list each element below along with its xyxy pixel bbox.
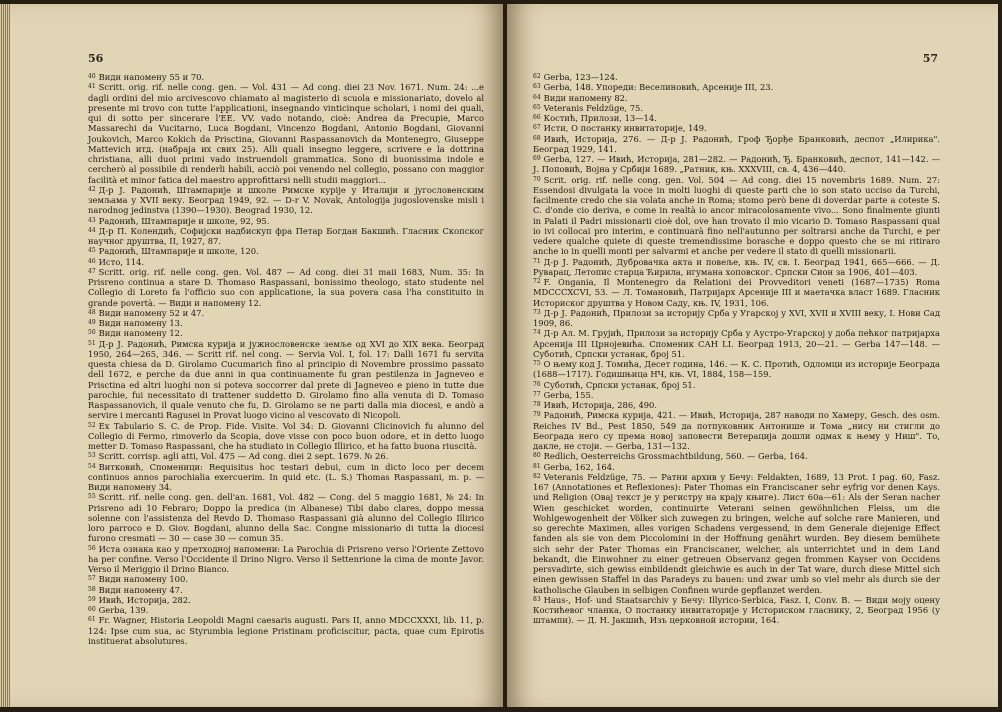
footnote-text: Види напомену 55 и 70. [98, 72, 205, 82]
footnote-number: 77 [533, 390, 541, 398]
footnote-number: 83 [533, 595, 541, 603]
footnote-text: Redlich, Oesterreichs Grossmachtbildung, 560. — Gerba, 164. [543, 451, 808, 462]
footnotes-column [88, 72, 484, 646]
footnote [88, 257, 484, 267]
footnote-text: Види напомену 47. [98, 584, 183, 595]
footnote [88, 226, 484, 247]
footnote [88, 308, 484, 318]
footnote [533, 82, 940, 92]
footnote [533, 113, 940, 123]
footnote [88, 462, 484, 493]
footnote [533, 257, 940, 278]
footnote [533, 451, 940, 461]
footnote-number: 69 [533, 155, 541, 162]
footnote-text: Scritt. rif. nelle cong. gen. dell'an. 1681, Vol. 482 — Cong. del 5 maggio 1681, № 24: In Prisreno adi 10 Febraro; Doppo la predica (in Albanese) Tibi dabo clares, doppo messa solenne con l'assistenza del Revdo D. Thomaso Raspassani già alunno del Collegio Illirico loro parroco e D. Giov. Bogdani, alunno della Sac. Congne missionario di tutta la diocesi furono cresmati — 30 — case 30 — comun 35. [88, 492, 484, 544]
footnote-text: Витковић, Споменици: Requisitus hoc testari debui, cum in dicto loco per decem continuos annos parochialia exercuerim. In quid etc. (L. S.) Thomas Raspassani, m. p. — Види напомену 34. [88, 461, 484, 492]
footnote [88, 328, 484, 338]
footnote [533, 328, 940, 359]
footnote-number: 50 [88, 329, 96, 337]
footnote-number: 42 [88, 185, 96, 193]
footnote [88, 421, 484, 452]
footnote-text: Fr. Wagner, Historia Leopoldi Magni caesaris augusti. Pars II, anno MDCCXXXI, lib. 11, p. 124: Ipse cum sua, ac Styrumbia legione Pristinam proficiscitur, pacta, quae cum Epirotis instituerat absolutures. [88, 615, 484, 646]
footnote-text: Д-р Ј. Радонић, Прилози за историју Срба у Угарској у XVI, XVII и XVIII веку, I. Нови Сад 1909, 86. [533, 307, 940, 328]
footnote-text: Scrit. orig. rif. nelle cong. gen. Vol. 504 — Ad cong. diei 15 novembris 1689. Num. 27: Essendosi divulgata la voce in molti luoghi di queste parti che io son stato ucciso da Turchi, facilmente credo che sia volata anche in Roma; stomo però bene di doverdar parte a coteste S. C. d'onde cio deriva, e come in realtà io ancor miracolosamente vivo... Sono finalmente giunti in Palati il Padri missionarii cioè dol, ove han trovato il mio vicario D. Tomaso Raspassani qual io ivi collocai pro interim, e continuarà fino nell'autunno per soltrarsi anche da Turchi, e per vedere qualche quiete di queste tremendissime borasche e doppo questo che se mi ritiraro anche io in quelli monti per salvarmi et anche per vedere il stato di quelli missionarii. [533, 174, 940, 257]
footnote [88, 595, 484, 605]
footnote [533, 595, 940, 626]
footnote [88, 339, 484, 421]
footnote-number: 61 [88, 616, 96, 624]
left-page [6, 4, 503, 707]
footnote-text: Ивић, Историја, 276. — Д-р Ј. Радонић, Гроф Ђорђе Бранковић, деспот „Илирика". Београд 1929, 141. [533, 133, 940, 154]
footnote-number: 52 [88, 421, 96, 429]
footnote [88, 492, 484, 543]
footnote-text: Ивић, Историја, 286, 490. [543, 400, 658, 410]
footnote-text: Д-р Ј. Радонић, Штампарије и школе Римске куріје у Италији и југословенским земљама у XVII веку. Београд 1949, 92. — D-r V. Novak, Antologija jugoslovenske misli i narodnog jedinstva (1390—1930). Beograd 1930, 12. [88, 184, 484, 216]
footnote [533, 400, 940, 410]
footnote-number: 62 [533, 73, 541, 80]
footnote [88, 451, 484, 461]
footnote-number: 45 [88, 247, 96, 255]
footnote-text: Д-р Ј. Радонић, Дубровачка акта и повеље, књ. IV, св. I. Београд 1941, 665—666. — Д. Руварац, Летопис старца Ћирила, игумана хоповског. Српски Сион за 1906, 401—403. [533, 256, 940, 277]
footnote-text: Радонић, Штампарије и школе, 92, 95. [98, 215, 270, 226]
footnote [88, 605, 484, 615]
footnote [533, 380, 940, 390]
footnote-text: Д-р П. Колендић, Софијски надбискуп фра Петар Богдан Бакшић. Гласник Скопског научног друштва, II, 1927, 87. [88, 225, 484, 246]
footnote [533, 462, 940, 472]
footnote-number: 49 [88, 319, 96, 326]
footnote [88, 216, 484, 226]
footnote [88, 318, 484, 328]
footnote-text: Д-р Ал. М. Грујић, Прилози за историју Срба у Аустро-Угарској у доба пећког патријарха Арсенија III Црнојевића. Споменик САН LI. Београд 1913, 20—21. — Gerba 147—148. — Суботић, Српски устанак, број 51. [533, 328, 940, 359]
footnote [533, 410, 940, 451]
footnote-text: Костић, Прилози, 13—14. [543, 113, 657, 123]
footnote-number: 46 [88, 257, 96, 265]
footnote-text: Радонић, Штампарије и школе, 120. [98, 246, 259, 257]
footnote-text: Gerba, 162, 164. [543, 461, 615, 472]
footnote [533, 93, 940, 103]
footnote-number: 67 [533, 124, 541, 132]
footnote-text: Gerba, 127. — Ивић, Историја, 281—282. — Радонић, Ђ. Бранковић, деспот, 141—142. — Ј. Поповић, Војна у Србији 1689. „Ратник, књ. XXXVIII, св. 4, 436—440. [533, 154, 940, 175]
footnote-number: 51 [88, 339, 96, 347]
footnote-text: Veteranis Feldzüge, 75. — Ратни архив у Бечу: Feldakten, 1689, 13 Prot. I pag. 60, Fasz. 167 (Annotationes et Reflexiones): Pater Thomas ein Franciscaner sehr eyfrig vor denen Kays. und Religion (Овај текст је у регистру на крају књиге). Лист 60a—61: Als der Seran nacher Wien geschicket worden, continuirte Veterani seinen gewöhnlichen Fleiss, um die Wohlgewogenheit der Völker sich zuwegen zu bringen, welche auf solche rare Manieren, und so gerechte Maximen, alles vorigen Schadens vergessend, in dem Generale diejenige Effect fanden als sie von dem Piccolomini in der Hoffnung genährt wurden. Bey diesem bemühete sich sehr der Pater Thomas ein Franciscaner, welcher, als unterrichtet und in dem Land bekandt, die Einwohner zu einer getreuen Observanz gegen frommen Kayser von Occidens persvadirte, sich gewiss einbildendt gleichwie es auch in der Tat ware, durch diese Mittel sich einen gewissen Staffel in das Paradeys zu bauen: und zwar umb so viel mehr als durch sie der katholische Glauben in selbigen Confinen wurde gepflanzet werden. [533, 471, 940, 595]
footnote-text: Радонић, Римска курија, 421. — Ивић, Историја, 287 наводи по Хамеру, Gesch. des osm. Reiches IV Bd., Pest 1850, 549 да потпуковник Антонише и Тома „нису ни стигли до Београда него су према новој заповести Ветерација дошли одмах к њему у Ниш". То, дакле, не стоји. — Gerba, 131—132. [533, 410, 940, 451]
footnote-text: Gerba, 123—124. [543, 72, 618, 82]
footnote-text: Gerba, 155. [543, 389, 594, 400]
footnote-number: 82 [533, 472, 541, 480]
footnote-text: Суботић, Српски устанак, број 51. [543, 379, 696, 390]
footnote-text: Scritt. corrisp. agli atti, Vol. 475 — Ad cong. diei 2 sept. 1679. № 26. [98, 451, 389, 462]
footnote-number: 47 [88, 267, 96, 275]
footnote [88, 267, 484, 308]
footnote [533, 103, 940, 113]
footnote-number: 74 [533, 329, 541, 337]
footnote-number: 65 [533, 103, 541, 111]
footnote-number: 56 [88, 544, 96, 552]
page-edges [0, 4, 10, 707]
footnote [533, 359, 940, 380]
footnote-text: Иста ознака као у претходној напомени: La Parochia di Prisreno verso l'Oriente Zettovo ha per confine. Verso l'Occidente il Drino Nigro. Verso il Settenrione la cima de monte Javor. Verso il Meriggio il Drino Bianco. [88, 543, 484, 574]
footnote-text: О њему код Ј. Томића, Десет година, 146. — К. С. Протић, Одломци из историје Београда (1688—1717). Годишњица НЧ, књ. VI, 1884, 158—159. [533, 359, 940, 380]
footnote [533, 134, 940, 155]
footnote [88, 585, 484, 595]
footnote-text: Gerba, 148. Упореди: Веселиновић, Арсеније III, 23. [543, 82, 774, 93]
footnote-text: Veteranis Feldzüge, 75. [543, 102, 643, 113]
footnote-number: 41 [88, 83, 96, 91]
footnote-text: F. Ongania, Il Montenegro da Relationi dei Provveditori veneti (1687—1735) Roma MDCCCXCVI, 53. — Л. Томановић, Патријарх Арсеније III и маетачка власт 1689. Гласник Историског друштва у Новом Саду, књ. IV, 1931, 106. [533, 277, 940, 308]
footnote-number: 40 [88, 73, 96, 80]
footnote-text: Gerba, 139. [98, 605, 149, 615]
footnote-number: 78 [533, 401, 541, 408]
footnote-number: 44 [88, 226, 96, 234]
right-page [507, 4, 998, 707]
footnote-number: 81 [533, 462, 541, 470]
footnote-text: Ивић, Историја, 282. [98, 594, 191, 605]
footnote-number: 60 [88, 606, 96, 613]
footnote [88, 574, 484, 584]
footnote-text: Д-р Ј. Радонић, Римска курија и јужнословенске земље од XVI до XIX века. Београд 1950, 264—265, 346. — Scritt rif. nel cong. — Servia Vol. I, fol. 17: Dalli 1671 fu servita questa chiesa da D. Girolamo Cucumarich fino al principio di Novembre prossimo passato dell 1672, e perche da due anni in qua continuamente fu gran pestilenza in Jagneveo e Prisctina ed altri luoghi non si poteva soccorrer dal prete di Jagneveo e pieno in tutte due parochie, fui necessitato di trattener suddetto D. Girolamo fino alla venuta di D. Tomaso Raspassanovich, il quale venuto che fu, D. Girolamo se ne parti dalla mia diocesi, e andò a servire i mercanti Ragusei in Provat luogo vicino al vescovato di Nicopoli. [88, 338, 484, 421]
footnote-text: Види напомену 82. [543, 92, 628, 103]
footnote-text: Види напомену 100. [98, 574, 188, 585]
footnote [533, 308, 940, 329]
footnote-text: Исто, 114. [98, 256, 145, 267]
footnote [88, 82, 484, 185]
footnote-number: 73 [533, 308, 541, 316]
footnote-number: 59 [88, 595, 96, 603]
footnote-number: 66 [533, 114, 541, 121]
footnote [533, 390, 940, 400]
footnote-number: 53 [88, 452, 96, 460]
footnote-number: 54 [88, 462, 96, 470]
footnote-number: 76 [533, 380, 541, 388]
footnote-text: Види напомену 52 и 47. [98, 307, 205, 318]
footnote-number: 57 [88, 575, 96, 583]
footnote-text: Види напомену 12. [98, 328, 183, 339]
footnote [533, 472, 940, 595]
footnote-number: 63 [533, 83, 541, 91]
footnote-text: Види напомену 13. [98, 318, 183, 328]
footnote-number: 48 [88, 308, 96, 316]
footnote-number: 71 [533, 257, 541, 265]
footnote-number: 79 [533, 411, 541, 419]
footnote [88, 185, 484, 216]
footnote [533, 277, 940, 308]
footnote-number: 58 [88, 585, 96, 593]
footnote-number: 75 [533, 360, 541, 367]
footnote [533, 154, 940, 175]
footnote-text: Ex Tabulario S. C. de Prop. Fide. Visite. Vol 34: D. Giovanni Clicinovich fu alunno del Collegio di Fermo, rimoverlo da Scopia, dove visse con poco buon odore, et in detto luogo metter D. Tomaso Raspassani, che ha studiato in Collegio Illirico, et ha fatto buona riuscità. [88, 420, 484, 451]
footnote-number: 72 [533, 278, 541, 285]
footnote-number: 80 [533, 452, 541, 460]
footnote-text: Scritt. orig. rif. nelle cong. gen. Vol. 487 — Ad cong. diei 31 maii 1683, Num. 35: In Prisreno continua a stare D. Thomaso Raspassani, bonissimo theologo, stato studente nel Collegio di Loreto fa l'officio suo con applicatione, la sua povera casa l'ha constituito in grande povertà. — Види и напомену 12. [88, 266, 484, 308]
footnote-number: 70 [533, 175, 541, 183]
footnotes-column [533, 72, 940, 626]
footnote [88, 72, 484, 82]
footnote-text: Haus-, Hof- und Staatsarchiv у Бечу: Illyrico-Serbica, Fasz. I, Conv. B. — Види моју оцену Костићевог чланка, О постанку инвитаторије у Историском гласнику, 2, Београд 1956 (у штампи). — Д. Н. Јакшић, Изъ церковной истории, 164. [533, 594, 940, 626]
footnote-number: 68 [533, 134, 541, 142]
footnote-number: 55 [88, 493, 96, 501]
footnote [88, 246, 484, 256]
footnote [88, 544, 484, 575]
footnote-text: Scritt. orig. rif. nelle cong. gen. — Vol. 431 — Ad cong. diei 23 Nov. 1671. Num. 24: ...e dagli ordini del mio arcivescovo chiamato al magisterio di scuola e missionariato, dovelo al presente mi trovo con tutte l'applicationi, insegnando vinticinque scholari, i nomi dei quali, qui di sotto per sincerare l'EE. VV. vado notando, cioè: Andrea da Precupie, Marco Massarechi da Vucitarno, Luca Bogdani, Vincenzo Bogdani, Antonio Bogdani, Giovanni Joukovich, Marco Kokich da Prisctina, Giovanni Raspassanovich da Montenegro, Giuseppe Mattevich итд. (набраја их свих 25). Alli quali insegno leggere, scrivere e la dottrina christiana, alli duoi primi vado instruendoli grammatica. Sono di buonissima indole e cercherò al possibile di renderli habili, acciò poi venendo nel collegio, possano con maggior facilità et minor fatica del maestro approfittarsi nelli studii maggiori... [88, 82, 484, 185]
footnote-text: Исти, О постанку инвитаторије, 149. [543, 123, 707, 134]
footnote-number: 64 [533, 93, 541, 101]
footnote [533, 175, 940, 257]
footnote-number: 43 [88, 216, 96, 224]
page-number: 57 [922, 52, 938, 65]
footnote [533, 123, 940, 133]
footnote [533, 72, 940, 82]
footnote [88, 615, 484, 646]
page-number: 56 [88, 52, 104, 65]
